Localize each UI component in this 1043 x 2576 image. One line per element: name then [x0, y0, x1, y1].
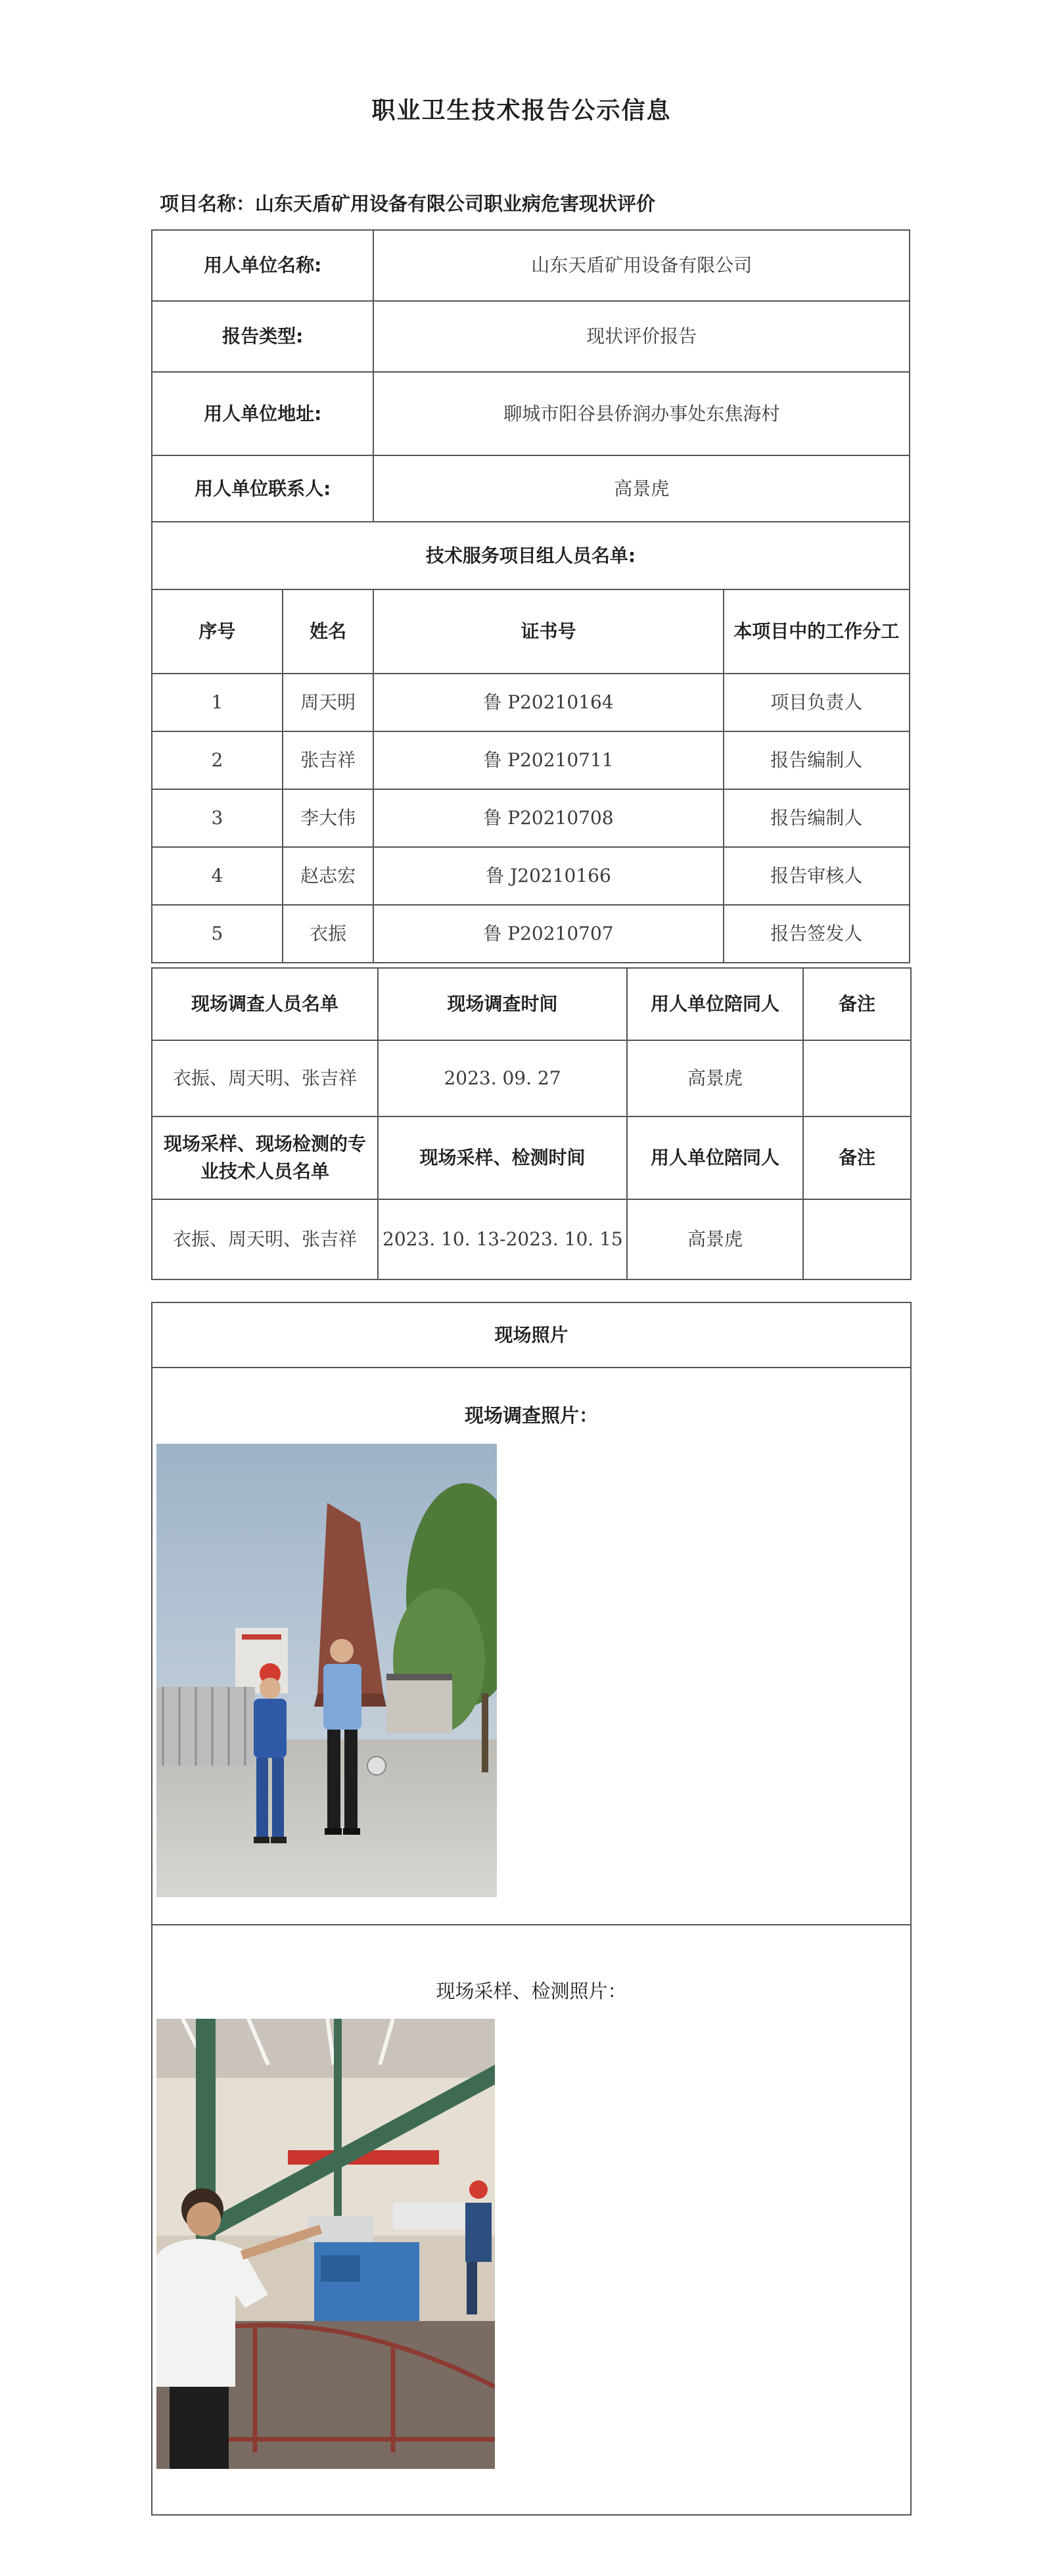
table-row: [152, 789, 910, 847]
survey-table: [151, 967, 912, 1280]
member-name: 周天明: [283, 674, 374, 731]
employer-value: 山东天盾矿用设备有限公司: [373, 230, 910, 301]
employer-label: 用人单位名称:: [152, 230, 373, 301]
survey-data-row: [152, 1040, 911, 1116]
page-title: 职业卫生技术报告公示信息: [371, 97, 672, 124]
member-cert: 鲁 P20210707: [373, 905, 723, 963]
survey-header-row: [152, 968, 911, 1040]
member-cert: 鲁 J20210166: [373, 847, 723, 905]
survey-people-header: 现场调查人员名单: [152, 968, 378, 1040]
member-role: 项目负责人: [724, 674, 910, 731]
address-label: 用人单位地址:: [152, 372, 373, 455]
member-role: 报告签发人: [724, 905, 910, 963]
col-header-name: 姓名: [283, 589, 374, 674]
member-role: 报告审核人: [724, 847, 910, 905]
member-no: 5: [152, 905, 283, 963]
sampling-companion: 高景虎: [627, 1199, 803, 1279]
survey-time: 2023. 09. 27: [378, 1040, 627, 1116]
address-value: 聊城市阳谷县侨润办事处东焦海村: [373, 372, 910, 455]
photos-table: [151, 1302, 912, 2516]
photos-title-row: [152, 1302, 911, 1368]
survey-companion-header: 用人单位陪同人: [627, 968, 803, 1040]
col-header-role: 本项目中的工作分工: [724, 589, 910, 674]
contact-label: 用人单位联系人:: [152, 455, 373, 522]
member-no: 3: [152, 789, 283, 847]
sampling-photo-cell: [152, 1925, 911, 2515]
sampling-photo-row: [152, 1925, 911, 2515]
member-no: 1: [152, 674, 283, 731]
survey-companion: 高景虎: [627, 1040, 803, 1116]
survey-photo-label: 现场调查照片：: [464, 1404, 598, 1427]
sampling-photo-label: 现场采样、检测照片：: [436, 1979, 627, 2002]
sampling-remark-header: 备注: [803, 1116, 911, 1199]
survey-photo-row: [152, 1368, 911, 1925]
table-row: [152, 731, 910, 789]
survey-remark: [803, 1040, 911, 1116]
sampling-people-header: 现场采样、现场检测的专业技术人员名单: [152, 1116, 378, 1199]
survey-people: 衣振、周天明、张吉祥: [152, 1040, 378, 1116]
team-header-row: [152, 589, 910, 674]
report-type-value: 现状评价报告: [373, 301, 910, 372]
member-name: 李大伟: [283, 789, 374, 847]
contact-value: 高景虎: [373, 455, 910, 522]
contact-row: [152, 455, 910, 522]
member-role: 报告编制人: [724, 731, 910, 789]
col-header-no: 序号: [152, 589, 283, 674]
sampling-data-row: [152, 1199, 911, 1279]
project-name: 项目名称：山东天盾矿用设备有限公司职业病危害现状评价: [160, 193, 656, 215]
member-cert: 鲁 P20210708: [373, 789, 723, 847]
member-no: 4: [152, 847, 283, 905]
table-row: [152, 674, 910, 731]
survey-photo: [156, 1444, 497, 1897]
member-cert: 鲁 P20210711: [373, 731, 723, 789]
info-table: [151, 229, 910, 963]
team-title: 技术服务项目组人员名单:: [152, 522, 910, 589]
member-name: 赵志宏: [283, 847, 374, 905]
address-row: [152, 372, 910, 455]
member-name: 衣振: [283, 905, 374, 963]
team-title-row: [152, 522, 910, 589]
report-type-row: [152, 301, 910, 372]
table-row: [152, 847, 910, 905]
table-row: [152, 905, 910, 963]
employer-row: [152, 230, 910, 301]
member-role: 报告编制人: [724, 789, 910, 847]
sampling-header-row: [152, 1116, 911, 1199]
sampling-time: 2023. 10. 13-2023. 10. 15: [378, 1199, 627, 1279]
report-type-label: 报告类型:: [152, 301, 373, 372]
sampling-remark: [803, 1199, 911, 1279]
survey-time-header: 现场调查时间: [378, 968, 627, 1040]
survey-remark-header: 备注: [803, 968, 911, 1040]
member-no: 2: [152, 731, 283, 789]
survey-photo-cell: [152, 1368, 911, 1925]
sampling-photo: [156, 2019, 495, 2469]
member-cert: 鲁 P20210164: [373, 674, 723, 731]
sampling-people: 衣振、周天明、张吉祥: [152, 1199, 378, 1279]
sampling-time-header: 现场采样、检测时间: [378, 1116, 627, 1199]
member-name: 张吉祥: [283, 731, 374, 789]
sampling-companion-header: 用人单位陪同人: [627, 1116, 803, 1199]
col-header-cert: 证书号: [373, 589, 723, 674]
photos-title: 现场照片: [152, 1302, 911, 1368]
